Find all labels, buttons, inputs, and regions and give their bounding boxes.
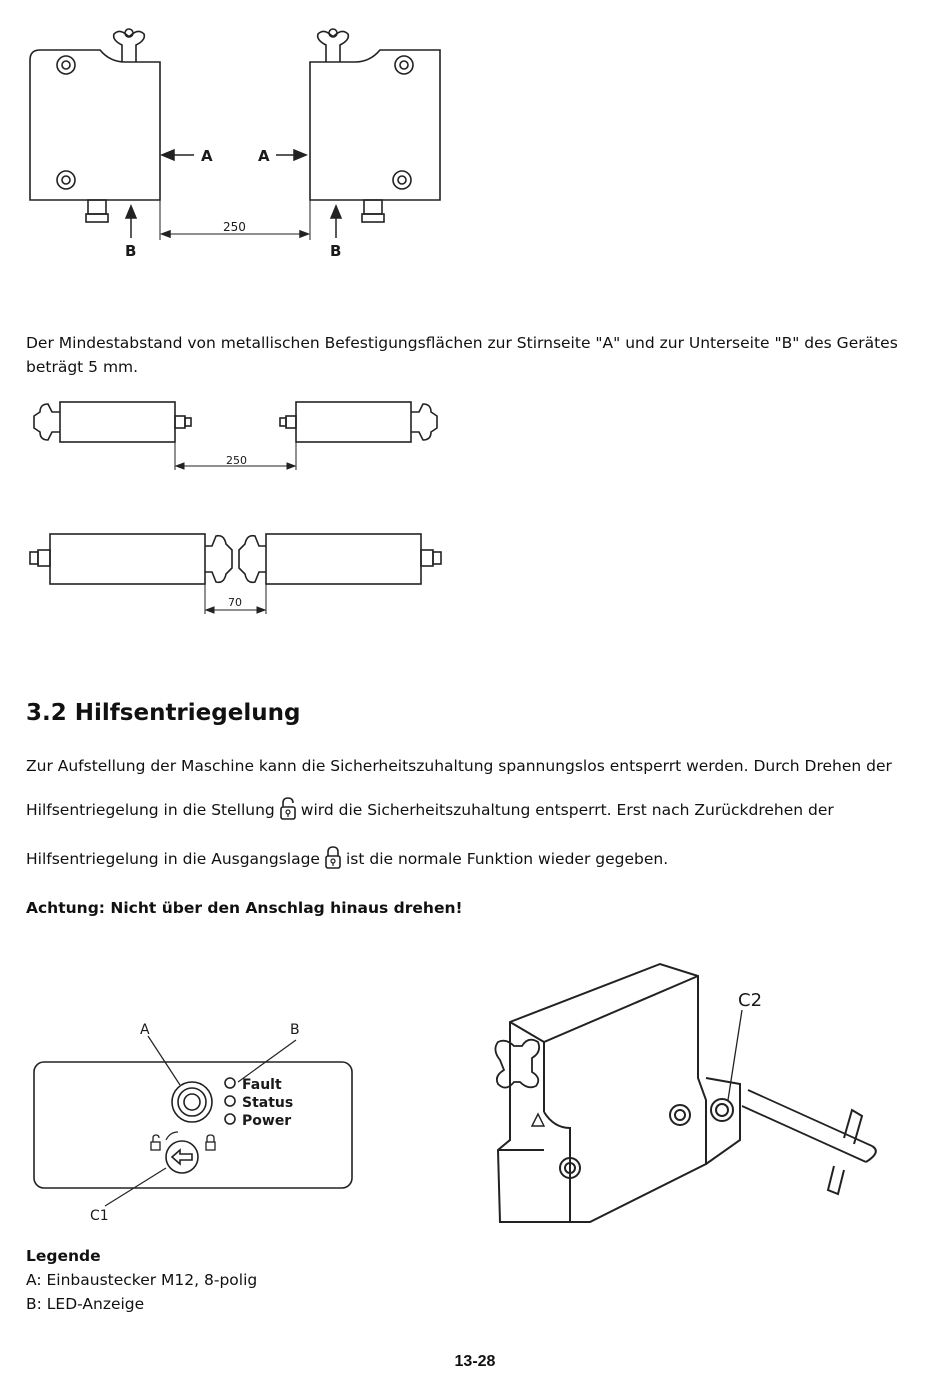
lock-icon bbox=[206, 1135, 215, 1150]
paragraph-line: Der Mindestabstand von metallischen Befestigungsflächen zur Stirnseite "A" und zur Unterseite "B" des Gerätes bbox=[26, 334, 898, 352]
page-number: 13-28 bbox=[454, 1353, 496, 1370]
paragraph-min-distance bbox=[26, 331, 898, 379]
figure-side-view-70 bbox=[0, 524, 950, 619]
fig3-dimension: 70 bbox=[228, 596, 242, 609]
legend bbox=[26, 1244, 257, 1316]
warning-text: Achtung: Nicht über den Anschlag hinaus drehen! bbox=[26, 899, 463, 917]
fig1-label-a-left: A bbox=[201, 147, 213, 165]
iso-label-c2: C2 bbox=[738, 990, 763, 1011]
fig1-label-b-right: B bbox=[330, 242, 342, 260]
fig1-label-a-right: A bbox=[258, 147, 270, 165]
unlock-icon bbox=[151, 1135, 160, 1150]
lock-icon bbox=[324, 846, 342, 877]
paragraph-unlock-line bbox=[26, 797, 834, 828]
led-power: Power bbox=[242, 1113, 292, 1129]
legend-title: Legende bbox=[26, 1247, 101, 1265]
led-fault: Fault bbox=[242, 1077, 282, 1093]
paragraph-text: wird die Sicherheitszuhaltung entsperrt. Erst nach Zurückdrehen der bbox=[300, 801, 834, 819]
paragraph-line: Zur Aufstellung der Maschine kann die Sicherheitszuhaltung spannungslos entsperrt werden. Durch Drehen der bbox=[26, 757, 892, 775]
figure-front-panel bbox=[0, 1010, 460, 1225]
panel-label-b: B bbox=[290, 1022, 300, 1038]
figure-front-view bbox=[0, 0, 950, 280]
paragraph-text: Hilfsentriegelung in die Stellung bbox=[26, 801, 275, 819]
figure-isometric-device bbox=[470, 950, 910, 1235]
paragraph-lock-line bbox=[26, 846, 668, 877]
fig1-dimension: 250 bbox=[223, 220, 246, 234]
panel-label-c1: C1 bbox=[90, 1208, 109, 1224]
figure-side-view-250 bbox=[0, 390, 950, 480]
legend-item: B: LED-Anzeige bbox=[26, 1295, 145, 1313]
legend-item: A: Einbaustecker M12, 8-polig bbox=[26, 1271, 258, 1289]
arrow-left-icon bbox=[172, 1150, 192, 1164]
paragraph-text: ist die normale Funktion wieder gegeben. bbox=[345, 850, 669, 868]
fig2-dimension: 250 bbox=[226, 454, 247, 467]
fig1-label-b-left: B bbox=[125, 242, 137, 260]
panel-label-a: A bbox=[140, 1022, 150, 1038]
paragraph-line: beträgt 5 mm. bbox=[26, 358, 139, 376]
paragraph-text: Hilfsentriegelung in die Ausgangslage bbox=[26, 850, 320, 868]
warning-triangle-icon bbox=[532, 1114, 544, 1126]
led-status: Status bbox=[242, 1095, 294, 1111]
section-title: 3.2 Hilfsentriegelung bbox=[26, 700, 301, 726]
unlock-icon bbox=[279, 797, 297, 828]
